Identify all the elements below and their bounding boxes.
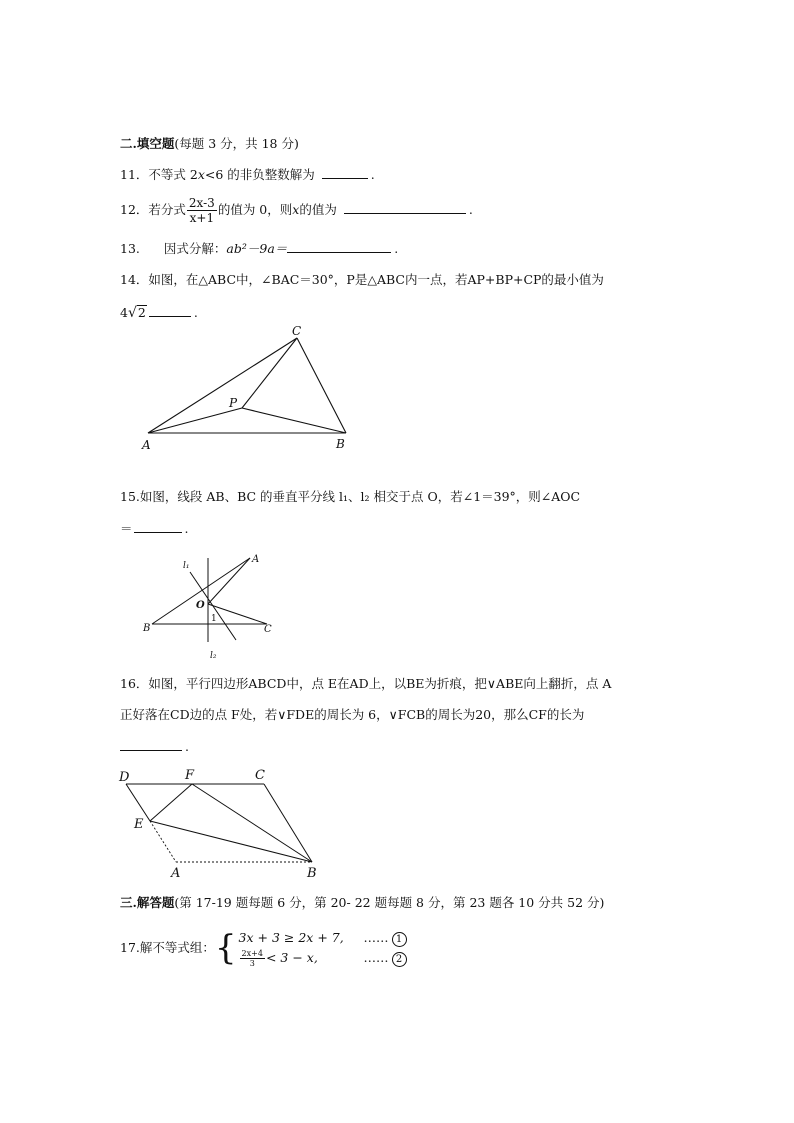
fraction (240, 949, 265, 968)
expression: ab²－9a＝ (226, 241, 288, 256)
label-o: O (196, 600, 205, 611)
section-title: 三.解答题 (120, 895, 175, 910)
section-2-header (120, 136, 299, 152)
label-l2: l₂ (210, 651, 217, 661)
segment-ea-dashed (150, 821, 176, 862)
question-17 (120, 928, 407, 968)
question-number: 13. (120, 241, 140, 256)
question-text: 如图，线段 AB、BC 的垂直平分线 l₁、l₂ 相交于点 O，若∠1＝39°，则∠AOC (139, 489, 581, 504)
question-number: 11． (120, 167, 149, 182)
question-14 (120, 272, 604, 288)
question-text: 不等式 2 (148, 167, 198, 182)
segment-ba (152, 558, 250, 624)
question-11 (120, 166, 375, 183)
question-15 (120, 489, 580, 505)
question-15-answer (120, 520, 189, 537)
dots: …… (363, 950, 389, 965)
segment-cb (264, 784, 312, 862)
punctuation: . (370, 167, 375, 182)
punctuation: . (468, 202, 473, 217)
label-e: E (134, 817, 144, 832)
label-angle-1: 1 (211, 614, 217, 624)
question-text: 的值为 0，则 (217, 202, 293, 217)
question-16-answer (120, 738, 189, 755)
question-text: 解不等式组： (139, 940, 215, 955)
variable: x (197, 167, 205, 182)
equals-sign: ＝ (120, 521, 133, 536)
label-c: C (292, 324, 302, 338)
fraction (187, 196, 217, 225)
variable: x (292, 202, 300, 217)
segment-pb (242, 408, 346, 433)
question-number: 16． (120, 676, 149, 691)
segment-ac (148, 338, 297, 433)
answer-blank[interactable] (287, 240, 391, 253)
question-16-line-2 (120, 707, 584, 723)
figure-parallelogram-abcd (112, 764, 332, 882)
segment-ap (148, 408, 242, 433)
punctuation: . (193, 305, 198, 320)
figure-perpendicular-bisectors (140, 550, 280, 662)
system-brace: { (214, 928, 237, 968)
label-c: C (264, 624, 272, 635)
question-number: 15. (120, 489, 140, 504)
label-b: B (336, 437, 345, 451)
inequality-row-2 (239, 948, 407, 968)
dots: …… (363, 930, 389, 945)
question-14-answer (120, 304, 198, 321)
segment-oa (208, 558, 250, 604)
label-b: B (307, 866, 317, 881)
fraction-numerator: 2x+4 (241, 949, 263, 958)
question-text: 的值为 (299, 202, 337, 217)
tag-1: 1 (392, 932, 407, 947)
label-c: C (255, 768, 265, 783)
label-b: B (143, 623, 151, 634)
segment-cb (297, 338, 346, 433)
label-f: F (185, 768, 195, 783)
answer-coefficient: 4 (120, 305, 128, 320)
label-d: D (119, 770, 130, 785)
label-a: A (252, 554, 260, 565)
segment-fb (192, 784, 312, 862)
section-note: (每题 3 分，共 18 分) (174, 136, 299, 151)
question-text: 若分式 (148, 202, 186, 217)
inequality-2: < 3 − x, (265, 950, 318, 965)
question-number: 12． (120, 202, 149, 217)
answer-blank[interactable] (344, 201, 466, 214)
answer-blank[interactable] (120, 738, 182, 751)
section-3-header (120, 895, 604, 911)
punctuation: . (185, 739, 189, 754)
question-text: 因式分解： (163, 241, 227, 256)
inequality-1: 3x + 3 ≥ 2x + 7, (238, 930, 344, 945)
label-l1: l₁ (183, 561, 190, 571)
label-a: A (171, 866, 181, 881)
inequality-row-1 (239, 928, 407, 948)
segment-de (126, 784, 150, 821)
section-note: (第 17-19 题每题 6 分，第 20- 22 题每题 8 分，第 23 题各 10 分共 52 分) (174, 895, 605, 910)
label-a: A (142, 438, 151, 452)
question-16 (120, 676, 611, 692)
question-number: 14． (120, 272, 149, 287)
question-text: <6 的非负整数解为 (204, 167, 315, 182)
inequality-system (239, 928, 407, 968)
question-text: 如图，平行四边形ABCD中，点 E在AD上，以BE为折痕，把∨ABE向上翻折，点 A (148, 676, 612, 691)
segment-eb (150, 821, 312, 862)
segment-oc (208, 604, 267, 624)
label-p: P (229, 396, 238, 410)
sqrt-sign: √ (127, 305, 137, 321)
answer-radicand: 2 (137, 305, 146, 320)
answer-blank[interactable] (134, 520, 182, 533)
punctuation: . (184, 521, 189, 536)
answer-blank[interactable] (149, 304, 191, 317)
figure-triangle-abc (140, 322, 360, 454)
question-text: 如图，在△ABC中，∠BAC＝30°，P是△ABC内一点，若AP+BP+CP的最小值为 (148, 272, 604, 287)
answer-blank[interactable] (322, 166, 368, 179)
fraction-denominator: x+1 (189, 211, 215, 225)
section-title: 二.填空题 (120, 136, 175, 151)
segment-pc (242, 338, 297, 408)
question-12 (120, 196, 473, 225)
fraction-denominator: 3 (249, 959, 255, 968)
question-text: 正好落在CD边的点 F处，若∨FDE的周长为 6，∨FCB的周长为20，那么CF的长为 (120, 707, 585, 722)
segment-ef (150, 784, 192, 821)
tag-2: 2 (392, 952, 407, 967)
punctuation: . (394, 241, 399, 256)
question-13 (120, 240, 398, 257)
fraction-numerator: 2x-3 (188, 196, 215, 210)
question-number: 17. (120, 940, 140, 955)
